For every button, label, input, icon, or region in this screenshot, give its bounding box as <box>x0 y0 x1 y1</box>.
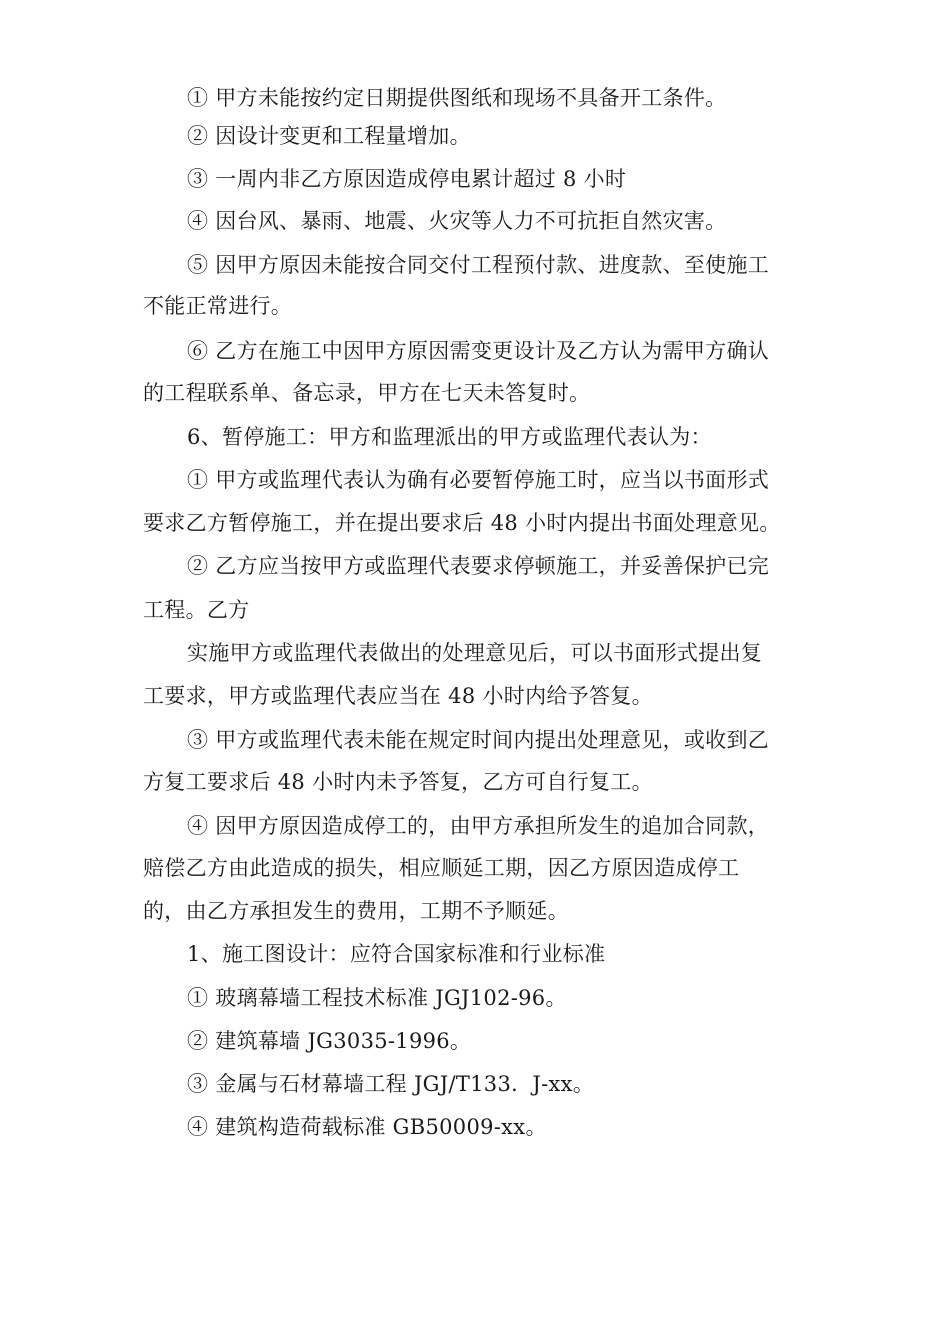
paragraph-line: ④ 因台风、暴雨、地震、火灾等人力不可抗拒自然灾害。 <box>187 209 727 233</box>
paragraph-line: ① 甲方或监理代表认为确有必要暂停施工时，应当以书面形式 <box>187 468 770 492</box>
paragraph-line: 方复工要求后 48 小时内未予答复，乙方可自行复工。 <box>143 770 653 794</box>
paragraph-line: 实施甲方或监理代表做出的处理意见后，可以书面形式提出复 <box>187 641 763 665</box>
paragraph-line: ① 玻璃幕墙工程技术标准 JGJ102-96。 <box>187 986 567 1010</box>
paragraph-line: ⑤ 因甲方原因未能按合同交付工程预付款、进度款、至使施工 <box>187 253 770 277</box>
paragraph-line: ③ 甲方或监理代表未能在规定时间内提出处理意见，或收到乙 <box>187 728 770 752</box>
section-heading: 1、施工图设计：应符合国家标准和行业标准 <box>187 942 606 966</box>
paragraph-line: ② 因设计变更和工程量增加。 <box>187 124 471 148</box>
paragraph-line: 要求乙方暂停施工，并在提出要求后 48 小时内提出书面处理意见。 <box>143 511 781 535</box>
paragraph-line: ② 建筑幕墙 JG3035-1996。 <box>187 1029 472 1053</box>
paragraph-line: ① 甲方未能按约定日期提供图纸和现场不具备开工条件。 <box>187 86 727 110</box>
paragraph-line: ③ 一周内非乙方原因造成停电累计超过 8 小时 <box>187 167 627 191</box>
paragraph-line: 工程。乙方 <box>143 598 250 622</box>
paragraph-line: ④ 建筑构造荷载标准 GB50009-xx。 <box>187 1115 547 1139</box>
paragraph-line: ② 乙方应当按甲方或监理代表要求停顿施工，并妥善保护已完 <box>187 554 770 578</box>
paragraph-line: ④ 因甲方原因造成停工的，由甲方承担所发生的追加合同款， <box>187 814 770 838</box>
paragraph-line: 的，由乙方承担发生的费用，工期不予顺延。 <box>143 899 569 923</box>
section-heading: 6、暂停施工：甲方和监理派出的甲方或监理代表认为： <box>187 425 712 449</box>
paragraph-line: 的工程联系单、备忘录，甲方在七天未答复时。 <box>143 381 591 405</box>
paragraph-line: 不能正常进行。 <box>143 294 293 318</box>
paragraph-line: 赔偿乙方由此造成的损失，相应顺延工期，因乙方原因造成停工 <box>143 856 740 880</box>
paragraph-line: 工要求，甲方或监理代表应当在 48 小时内给予答复。 <box>143 684 653 708</box>
paragraph-line: ③ 金属与石材幕墙工程 JGJ/T133．J-xx。 <box>187 1072 595 1096</box>
paragraph-line: ⑥ 乙方在施工中因甲方原因需变更设计及乙方认为需甲方确认 <box>187 339 770 363</box>
